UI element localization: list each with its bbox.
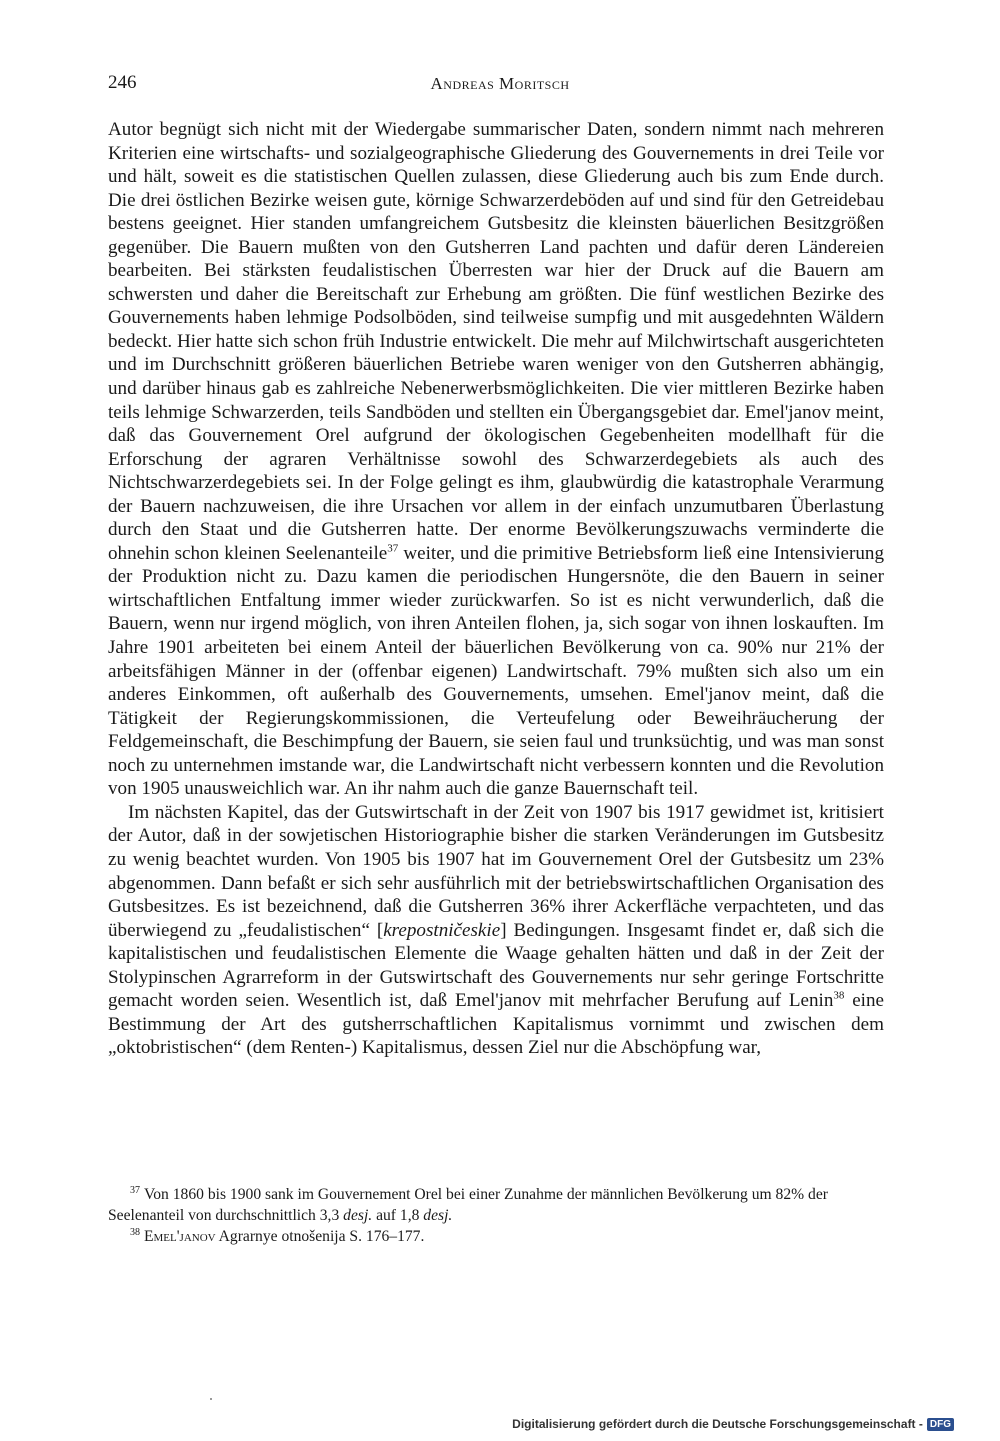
footnote-38 [108,1226,884,1247]
footnote-ref-38[interactable]: 38 [833,989,845,1002]
footnote-37 [108,1184,884,1226]
footnote-37-text-a: Von 1860 bis 1900 sank im Gouvernement Orel bei einer Zunahme der männlichen Bevölkerung um 82% der Seelenanteil von durchschnittlich 3,3 [108,1186,828,1224]
paragraph-2-text-b: ] Bedingungen. Insgesamt findet er, daß sich die kapitalistischen und feudalistischen Elemente die Waage gehalten hätten und daß in der Zeit der Stolypinschen Agrarreform in der Gutswirtschaft des Gouvernements nur sehr geringe Fortschritte gemacht worden seien. Wesentlich ist, daß Emel'janov mit mehrfacher Berufung auf Lenin [108,919,884,1012]
footnote-37-text-b: auf 1,8 [372,1207,424,1224]
paragraph-2-italic-term: krepostničeskie [383,919,501,941]
footnote-37-mark: 37 [130,1184,140,1196]
running-head: Andreas Moritsch [430,74,570,93]
digitization-credit-text: Digitalisierung gefördert durch die Deutsche Forschungsgemeinschaft - [512,1417,923,1431]
paragraph-2-text-a: Im nächsten Kapitel, das der Gutswirtschaft in der Zeit von 1907 bis 1917 gewidmet ist, kritisiert der Autor, daß in der sowjetischen Historiographie bisher die starken Veränderungen im Gutsbesitz zu wenig beachtet wurden. Von 1905 bis 1907 hat im Gouvernement Orel der Gutsbesitz um 23% abgenommen. Dann befaßt er sich sehr ausführlich mit der betriebswirtschaftlichen Organisation des Gutsbesitzes. Es ist bezeichnend, daß die Gutsherren 36% ihrer Ackerfläche verpachteten, und das überwiegend zu „feudalistischen“ [ [108,801,884,941]
dfg-logo-icon: DFG [927,1418,954,1431]
paragraph-1-text-b: weiter, und die primitive Betriebsform ließ eine Intensivierung der Produktion nicht zu. Dazu kamen die periodischen Hungersnöte, die den Bauern in seiner wirtschaftlichen Entfaltung immer wieder zurückwarfen. So ist es nicht verwunderlich, daß die Bauern, wenn nur irgend möglich, von ihren Anteilen flohen, ja, sich sogar von ihnen loskauften. Im Jahre 1901 arbeiteten bei einem Anteil der bäuerlichen Bevölkerung von ca. 90% nur 21% der arbeitsfähigen Männer in der (offenbar eigenen) Landwirtschaft. 79% mußten sich also um ein anderes Einkommen, oft außerhalb des Gouvernements, umsehen. Emel'janov meint, daß die Tätigkeit der Regierungskommissionen, die Verteufelung oder Beweihräucherung der Feldgemeinschaft, die Beschimpfung der Bauern, sie seien faul und trunksüchtig, und was man sonst noch zu unternehmen imstande war, die Landwirtschaft nicht verbessern konnten und die Revolution von 1905 unausweichlich war. An ihr nahm auch die ganze Bauernschaft teil. [108,542,884,800]
scan-speck [210,1398,212,1400]
paragraph-2 [108,801,884,1060]
footnote-38-author: Emel'janov [144,1228,216,1245]
paragraph-1-text-a: Autor begnügt sich nicht mit der Wiedergabe summarischer Daten, sondern nimmt nach mehreren Kriterien eine wirtschafts- und sozialgeographische Gliederung des Gouvernements in drei Teile vor und hält, soweit es die statistischen Quellen zulassen, diese Gliederung auch bis zum Ende durch. Die drei östlichen Bezirke weisen gute, körnige Schwarzerdeböden auf und sind für den Getreidebau bestens geeignet. Hier standen umfangreichem Gutsbesitz die kleinsten bäuerlichen Besitzgrößen gegenüber. Die Bauern mußten von den Gutsherren Land pachten und dafür deren Ländereien bearbeiten. Bei stärksten feudalistischen Überresten war hier der Druck auf die Bauern am schwersten und daher die Bereitschaft zur Erhebung am größten. Die fünf westlichen Bezirke des Gouvernements haben lehmige Podsolböden, sind teilweise sumpfig und mit ausgedehnten Wäldern bedeckt. Hier hatte sich schon früh Industrie entwickelt. Die mehr auf Milchwirtschaft ausgerichteten und im Durchschnitt größeren bäuerlichen Betriebe waren weniger von den Gutsherren abhängig, und darüber hinaus gab es zahlreiche Nebenerwerbsmöglichkeiten. Die vier mittleren Bezirke haben teils lehmige Schwarzerden, teils Sandböden und stellten ein Übergangsgebiet dar. Emel'janov meint, daß das Gouvernement Orel aufgrund der ökologischen Gegebenheiten modellhaft für die Erforschung der agraren Verhältnisse sowohl des Schwarzerdegebiets als auch des Nichtschwarzerdegebiets sei. In der Folge gelingt es ihm, glaubwürdig die katastrophale Verarmung der Bauern nachzuweisen, die ihre Ursachen vor allem in der einfach unzumutbaren Überlastung durch den Staat und die Gutsherren hatte. Der enorme Bevölkerungszuwachs verminderte die ohnehin schon kleinen Seelenanteile [108,119,884,564]
footnote-37-italic-2: desj. [423,1207,453,1224]
footnote-ref-37[interactable]: 37 [387,542,399,555]
footnote-38-mark: 38 [130,1226,140,1238]
footnotes [108,1184,884,1247]
digitization-credit [512,1417,954,1431]
page-number: 246 [108,72,137,93]
footnote-37-italic-1: desj. [343,1207,373,1224]
paragraph-2-text-c: eine Bestimmung der Art des gutsherrschaftlichen Kapitalismus vornimmt und zwischen dem „oktobristischen“ (dem Renten-) Kapitalismus, dessen Ziel nur die Abschöpfung war, [108,990,884,1059]
body-text [108,118,884,1060]
footnote-38-text: Agrarnye otnošenija S. 176–177. [215,1228,425,1245]
paragraph-1 [108,118,884,801]
